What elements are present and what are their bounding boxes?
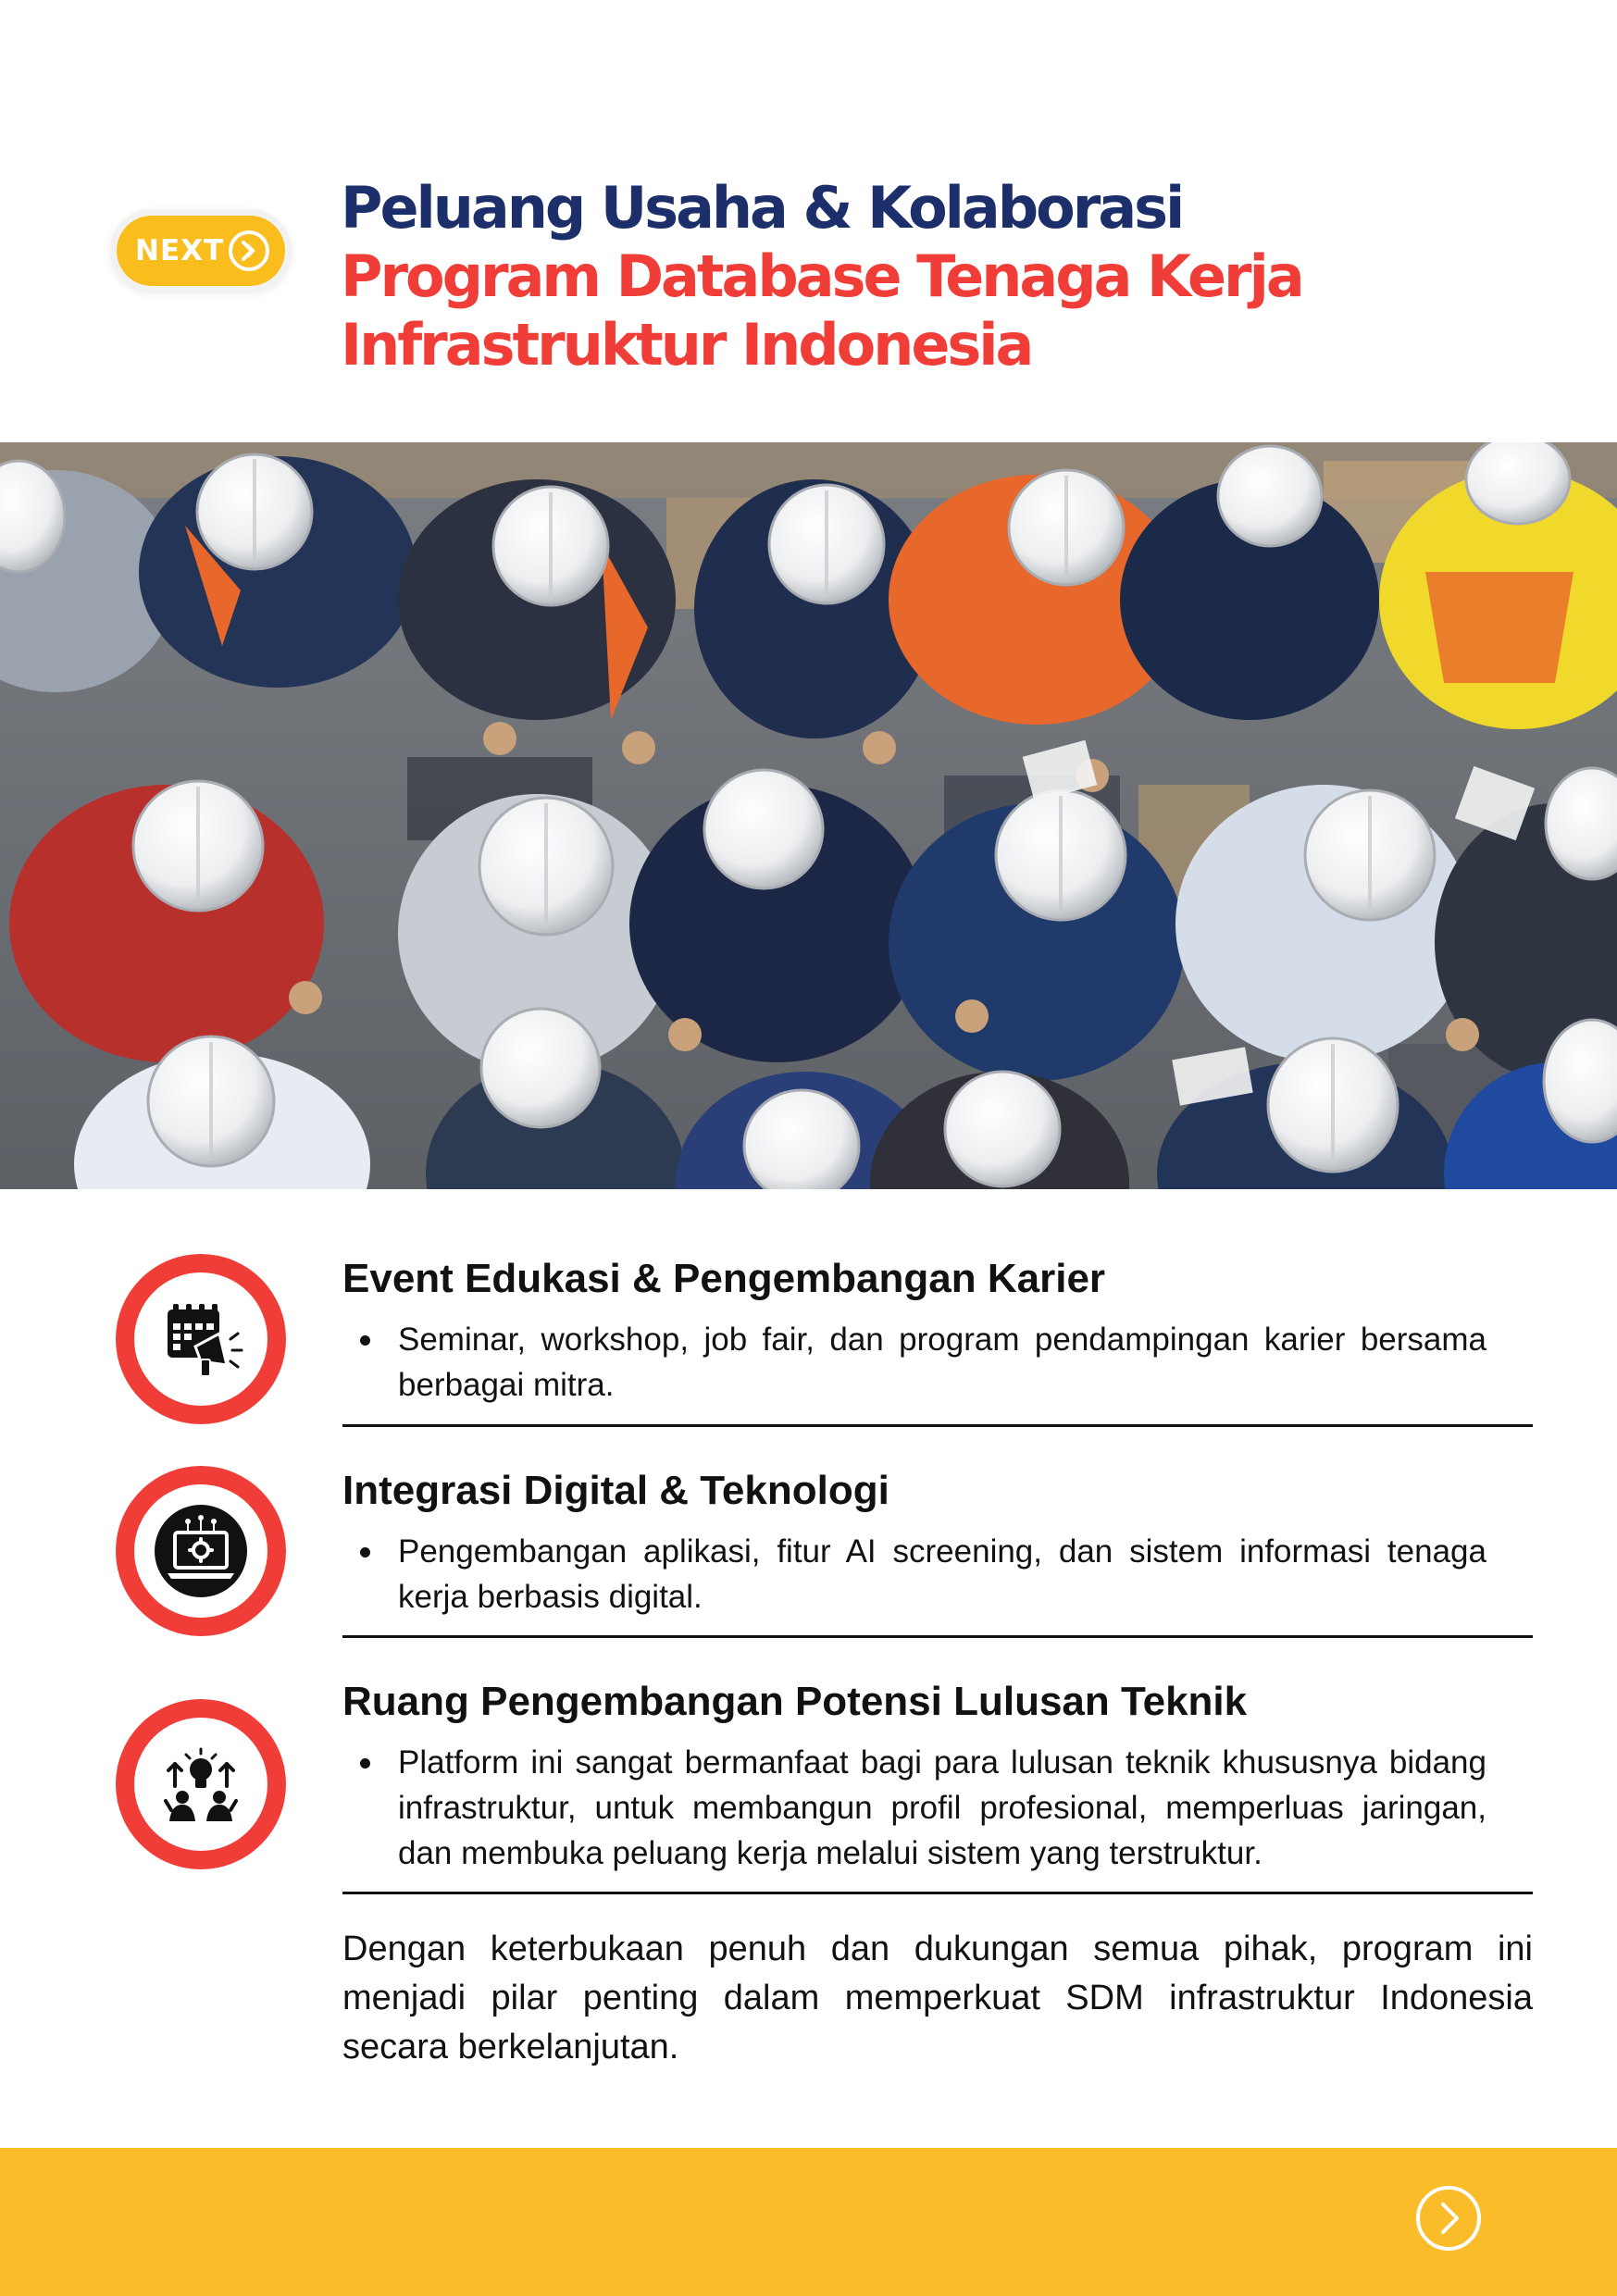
title-line-1: Peluang Usaha & Kolaborasi [341, 174, 1183, 242]
feature-title: Ruang Pengembangan Potensi Lulusan Teknik [342, 1679, 1248, 1724]
feature-icon-ring [116, 1699, 286, 1869]
title-line-2: Program Database Tenaga Kerja [341, 242, 1302, 310]
footer-bar [0, 2148, 1617, 2296]
feature-icon-ring [116, 1254, 286, 1424]
chevron-right-circle-icon[interactable] [1414, 2184, 1483, 2253]
page-title [341, 174, 1544, 379]
divider [342, 1635, 1533, 1638]
divider [342, 1892, 1533, 1894]
closing-paragraph: Dengan keterbukaan penuh dan dukungan semua pihak, program ini menjadi pilar penting dalam memperkuat SDM infrastruktur Indonesia secara berkelanjutan. [342, 1930, 1533, 2066]
feature-bullet: Seminar, workshop, job fair, dan program pendampingan karier bersama berbagai mitra. [398, 1317, 1486, 1408]
title-line-3: Infrastruktur Indonesia [341, 311, 1032, 379]
feature-title: Event Edukasi & Pengembangan Karier [342, 1256, 1106, 1301]
people-growth-icon [134, 1718, 267, 1851]
feature-bullets [342, 1317, 1486, 1408]
feature-bullets [342, 1740, 1486, 1876]
feature-bullets [342, 1529, 1486, 1620]
divider [342, 1424, 1533, 1427]
next-badge-label: NEXT [135, 234, 225, 267]
laptop-gear-icon [134, 1484, 267, 1618]
next-badge[interactable] [117, 216, 285, 286]
feature-title: Integrasi Digital & Teknologi [342, 1468, 889, 1513]
chevron-right-circle-icon [228, 230, 270, 272]
feature-icon-ring [116, 1466, 286, 1636]
calendar-megaphone-icon [134, 1272, 267, 1406]
feature-bullet: Pengembangan aplikasi, fitur AI screening, dan sistem informasi tenaga kerja berbasis digital. [398, 1529, 1486, 1620]
hero-photo-workers [0, 442, 1617, 1189]
workers-illustration [0, 442, 1617, 1189]
feature-bullet: Platform ini sangat bermanfaat bagi para lulusan teknik khususnya bidang infrastruktur, untuk membangun profil profesional, memperluas jaringan, dan membuka peluang kerja melalui sistem yang terstruktur. [398, 1740, 1486, 1876]
